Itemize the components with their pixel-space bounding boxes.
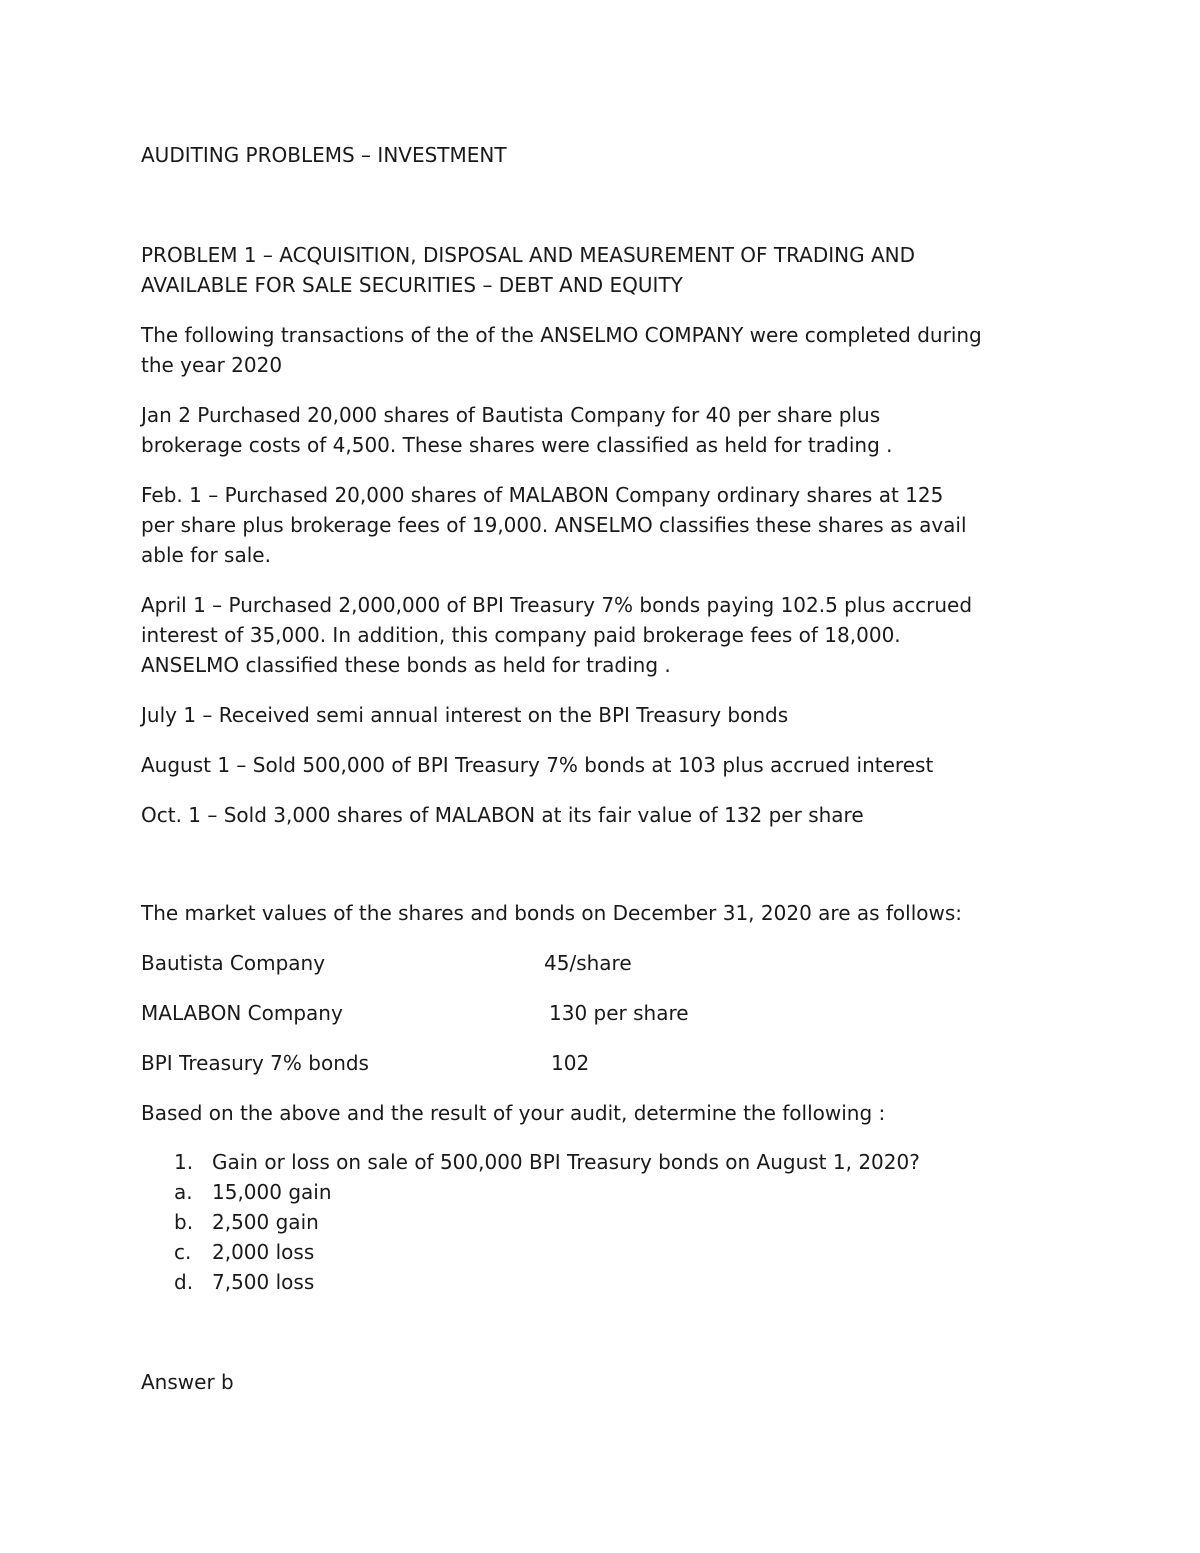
- transaction-feb1-line-1: Feb. 1 – Purchased 20,000 shares of MALABON Company ordinary shares at 125: [141, 483, 944, 507]
- market-value-name: MALABON Company: [141, 1001, 343, 1025]
- market-value-amount: 102: [551, 1051, 590, 1075]
- transaction-jan2-line-2: brokerage costs of 4,500. These shares were classified as held for trading .: [141, 433, 893, 457]
- transaction-feb1-line-3: able for sale.: [141, 543, 271, 567]
- transaction-jul1: July 1 – Received semi annual interest on the BPI Treasury bonds: [141, 703, 789, 727]
- answer-text: Answer b: [141, 1370, 234, 1394]
- option-marker: a.: [174, 1180, 193, 1204]
- intro-line-2: the year 2020: [141, 353, 283, 377]
- market-values-intro: The market values of the shares and bonds on December 31, 2020 are as follows:: [141, 901, 963, 925]
- problem-heading-line-2: AVAILABLE FOR SALE SECURITIES – DEBT AND EQUITY: [141, 273, 683, 297]
- option-marker: c.: [174, 1240, 192, 1264]
- market-value-amount: 45/share: [544, 951, 632, 975]
- market-value-name: BPI Treasury 7% bonds: [141, 1051, 369, 1075]
- question-number: 1.: [174, 1150, 194, 1174]
- option-marker: b.: [174, 1210, 194, 1234]
- transaction-feb1-line-2: per share plus brokerage fees of 19,000. ANSELMO classifies these shares as avail: [141, 513, 967, 537]
- transaction-apr1-line-3: ANSELMO classified these bonds as held for trading .: [141, 653, 671, 677]
- market-value-name: Bautista Company: [141, 951, 326, 975]
- option-text: 2,500 gain: [212, 1210, 319, 1234]
- option-text: 2,000 loss: [212, 1240, 315, 1264]
- instruction-text: Based on the above and the result of your audit, determine the following :: [141, 1101, 886, 1125]
- transaction-aug1: August 1 – Sold 500,000 of BPI Treasury 7% bonds at 103 plus accrued interest: [141, 753, 934, 777]
- question-text: Gain or loss on sale of 500,000 BPI Treasury bonds on August 1, 2020?: [212, 1150, 920, 1174]
- document-title: AUDITING PROBLEMS – INVESTMENT: [141, 143, 507, 167]
- option-text: 7,500 loss: [212, 1270, 315, 1294]
- option-text: 15,000 gain: [212, 1180, 332, 1204]
- transaction-apr1-line-1: April 1 – Purchased 2,000,000 of BPI Treasury 7% bonds paying 102.5 plus accrued: [141, 593, 973, 617]
- option-marker: d.: [174, 1270, 194, 1294]
- intro-line-1: The following transactions of the of the ANSELMO COMPANY were completed during: [141, 323, 982, 347]
- transaction-jan2-line-1: Jan 2 Purchased 20,000 shares of Bautista Company for 40 per share plus: [141, 403, 881, 427]
- transaction-apr1-line-2: interest of 35,000. In addition, this company paid brokerage fees of 18,000.: [141, 623, 901, 647]
- problem-heading-line-1: PROBLEM 1 – ACQUISITION, DISPOSAL AND MEASUREMENT OF TRADING AND: [141, 243, 916, 267]
- transaction-oct1: Oct. 1 – Sold 3,000 shares of MALABON at its fair value of 132 per share: [141, 803, 864, 827]
- market-value-amount: 130 per share: [549, 1001, 689, 1025]
